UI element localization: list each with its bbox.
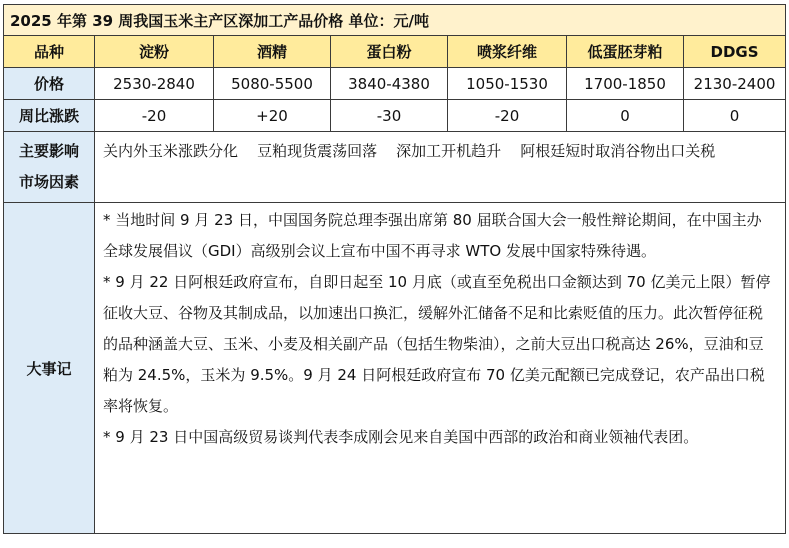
header-product-starch: 淀粉 (95, 36, 214, 68)
header-product-protein-meal: 蛋白粉 (331, 36, 448, 68)
title-row (4, 5, 786, 36)
event-item: * 9 月 22 日阿根廷政府宣布，自即日起至 10 月底（或直至免税出口金额达到 70 亿美元上限）暂停征收大豆、谷物及其制成品，以加速出口换汇，缓解外汇储备不足和比索贬值的压力。此次暂停征税的品种涵盖大豆、玉米、小麦及相关副产品（包括生物柴油），之前大豆出口税高达 26%，豆油和豆粕为 24.5%，玉米为 9.5%。9 月 24 日阿根廷政府宣布 70 亿美元配额已完成登记，农产品出口税率将恢复。 (103, 273, 771, 415)
events-content (95, 203, 786, 534)
change-cell: -20 (95, 100, 214, 132)
price-table (3, 4, 786, 534)
events-row (4, 203, 786, 534)
price-cell: 3840-4380 (331, 68, 448, 100)
table-title: 2025 年第 39 周我国玉米主产区深加工产品价格 单位：元/吨 (4, 5, 786, 36)
event-item: * 当地时间 9 月 23 日，中国国务院总理李强出席第 80 届联合国大会一般性辩论期间，在中国主办全球发展倡议（GDI）高级别会议上宣布中国不再寻求 WTO 发展中国家特殊待遇。 (103, 211, 762, 260)
price-cell: 2130-2400 (684, 68, 786, 100)
header-product-fiber: 喷浆纤维 (448, 36, 567, 68)
price-row (4, 68, 786, 100)
change-cell: -30 (331, 100, 448, 132)
factors-label (4, 132, 95, 203)
header-row (4, 36, 786, 68)
change-cell: -20 (448, 100, 567, 132)
change-cell: 0 (567, 100, 684, 132)
factors-row (4, 132, 786, 203)
events-label: 大事记 (4, 203, 95, 534)
price-cell: 2530-2840 (95, 68, 214, 100)
factors-label-line1: 主要影响 (18, 142, 79, 160)
header-label: 品种 (4, 36, 95, 68)
change-row-label: 周比涨跌 (4, 100, 95, 132)
factors-text: 关内外玉米涨跌分化 豆粕现货震荡回落 深加工开机趋升 阿根廷短时取消谷物出口关税 (95, 132, 786, 203)
event-item: * 9 月 23 日中国高级贸易谈判代表李成刚会见来自美国中西部的政治和商业领袖代表团。 (103, 428, 699, 446)
factors-label-line2: 市场因素 (18, 173, 79, 191)
change-cell: 0 (684, 100, 786, 132)
header-product-ddgs: DDGS (684, 36, 786, 68)
price-cell: 1700-1850 (567, 68, 684, 100)
change-cell: +20 (214, 100, 331, 132)
change-row (4, 100, 786, 132)
header-product-alcohol: 酒精 (214, 36, 331, 68)
header-product-germ-meal: 低蛋胚芽粕 (567, 36, 684, 68)
price-cell: 5080-5500 (214, 68, 331, 100)
price-row-label: 价格 (4, 68, 95, 100)
price-cell: 1050-1530 (448, 68, 567, 100)
